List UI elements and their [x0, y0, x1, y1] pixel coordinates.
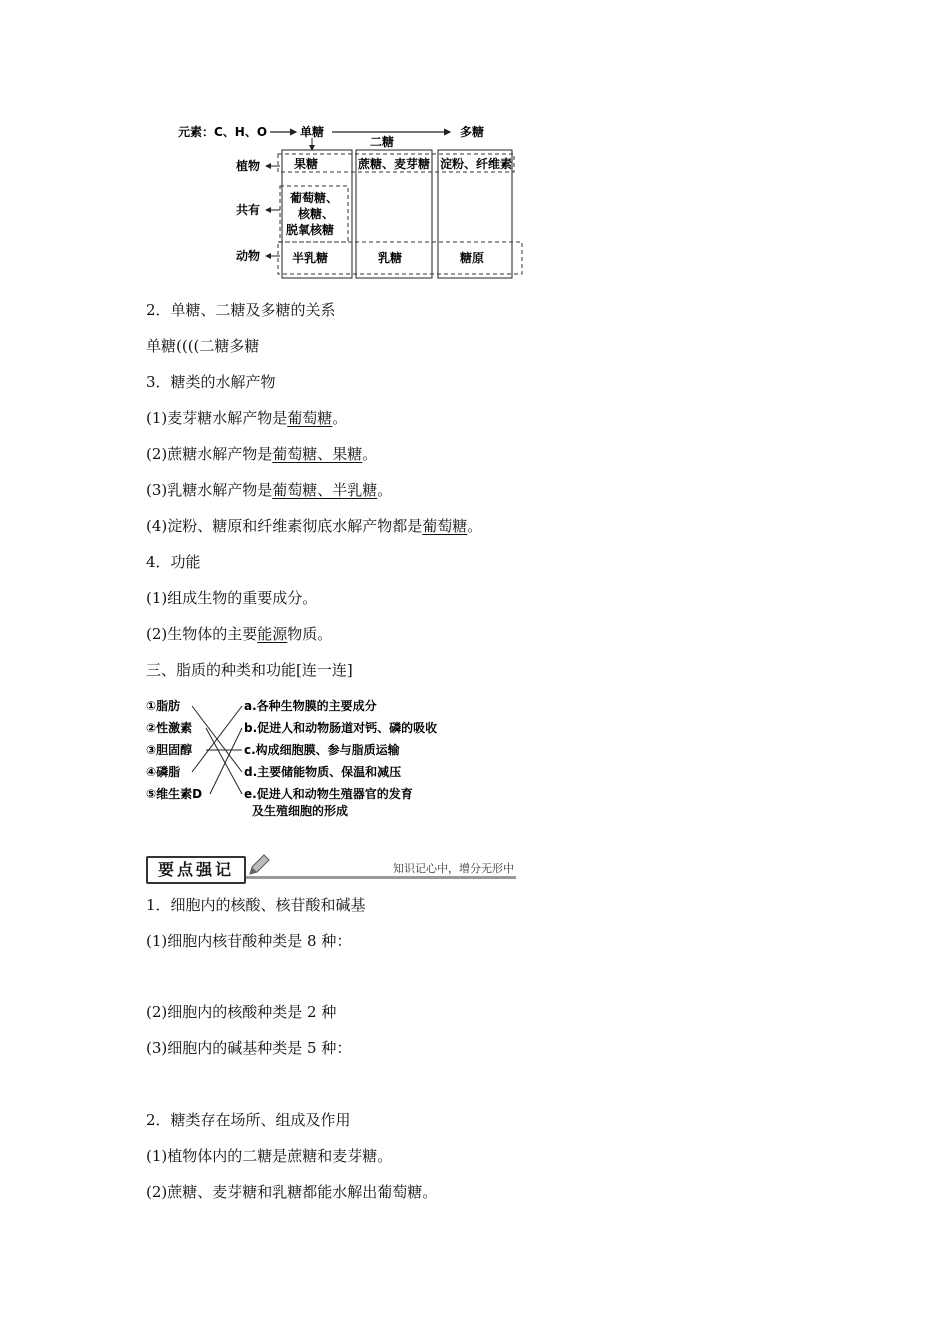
- hydrolysis-sucrose-answer: 葡萄糖、果糖: [272, 445, 363, 463]
- function-1: (1)组成生物的重要成分。: [146, 589, 318, 607]
- hydrolysis-poly-text: (4)淀粉、糖原和纤维素彻底水解产物都是: [146, 517, 423, 535]
- row-common-label: 共有: [236, 203, 261, 217]
- cell-starch-cellulose: 淀粉、纤维素: [440, 157, 513, 171]
- lipid-matching-diagram: [144, 694, 464, 822]
- pencil-icon: [246, 852, 272, 878]
- key-points-title: 要点强记: [146, 856, 246, 884]
- function-2: [146, 624, 332, 644]
- hydrolysis-sucrose-text: (2)蔗糖水解产物是: [146, 445, 273, 463]
- hydrolysis-sucrose: [146, 444, 377, 464]
- lipid-function-d: d.主要储能物质、保温和减压: [244, 765, 402, 779]
- cell-glycogen: 糖原: [460, 251, 485, 265]
- lipid-section-heading: 三、脂质的种类和功能[连一连]: [146, 661, 353, 679]
- end-mark: 。: [467, 517, 483, 535]
- key-1-nucleic-acids: (2)细胞内的核酸种类是 2 种: [146, 1003, 337, 1021]
- sugar-classification-diagram: [170, 118, 530, 286]
- key-2-heading: 2．糖类存在场所、组成及作用: [146, 1111, 351, 1129]
- lipid-function-b: b.促进人和动物肠道对钙、磷的吸收: [244, 721, 438, 735]
- function-2-answer: 能源: [257, 625, 288, 643]
- cell-ribose: 核糖、: [298, 207, 335, 221]
- end-mark: 。: [332, 409, 348, 427]
- hydrolysis-lactose-answer: 葡萄糖、半乳糖: [272, 481, 378, 499]
- section-3-heading: 3．糖类的水解产物: [146, 373, 276, 391]
- hydrolysis-maltose-text: (1)麦芽糖水解产物是: [146, 409, 288, 427]
- hydrolysis-poly-answer: 葡萄糖: [422, 517, 468, 535]
- hydrolysis-lactose-text: (3)乳糖水解产物是: [146, 481, 273, 499]
- key-points-banner: [146, 852, 516, 884]
- lipid-fat: ①脂肪: [146, 699, 181, 713]
- key-1-bases: (3)细胞内的碱基种类是 5 种：: [146, 1039, 352, 1057]
- lipid-function-e: e.促进人和动物生殖器官的发育: [244, 787, 413, 801]
- section-2-relation: 单糖((((二糖多糖: [146, 337, 260, 355]
- lipid-function-c: c.构成细胞膜、参与脂质运输: [244, 743, 400, 757]
- section-4-heading: 4．功能: [146, 553, 201, 571]
- key-1-heading: 1．细胞内的核酸、核苷酸和碱基: [146, 896, 366, 914]
- lipid-function-a: a.各种生物膜的主要成分: [244, 699, 377, 713]
- monosaccharide-label: 单糖: [300, 125, 325, 139]
- end-mark: 。: [362, 445, 378, 463]
- hydrolysis-maltose: [146, 408, 347, 428]
- function-2-tail: 物质。: [287, 625, 333, 643]
- row-plant-label: 植物: [236, 159, 261, 173]
- elements-label: 元素：C、H、O: [178, 125, 268, 139]
- lipid-function-e-cont: 及生殖细胞的形成: [252, 804, 349, 818]
- end-mark: 。: [377, 481, 393, 499]
- disaccharide-label: 二糖: [370, 135, 395, 149]
- hydrolysis-lactose: [146, 480, 392, 500]
- lipid-cholesterol: ③胆固醇: [146, 743, 193, 757]
- section-2-heading: 2．单糖、二糖及多糖的关系: [146, 301, 336, 319]
- cell-glucose: 葡萄糖、: [290, 191, 339, 205]
- lipid-phospholipid: ④磷脂: [146, 765, 181, 779]
- key-1-nucleotides: (1)细胞内核苷酸种类是 8 种：: [146, 932, 352, 950]
- row-animal-label: 动物: [236, 249, 261, 263]
- hydrolysis-maltose-answer: 葡萄糖: [287, 409, 333, 427]
- cell-galactose: 半乳糖: [292, 251, 329, 265]
- banner-bar: [246, 876, 516, 879]
- hydrolysis-polysaccharides: [146, 516, 482, 536]
- cell-sucrose-maltose: 蔗糖、麦芽糖: [358, 157, 431, 171]
- lipid-vitamin-d: ⑤维生素D: [146, 787, 203, 801]
- cell-lactose: 乳糖: [378, 251, 403, 265]
- key-2-hydrolysis: (2)蔗糖、麦芽糖和乳糖都能水解出葡萄糖。: [146, 1183, 438, 1201]
- cell-deoxyribose: 脱氧核糖: [286, 223, 335, 237]
- lipid-sex-hormone: ②性激素: [146, 721, 193, 735]
- key-2-disaccharides: (1)植物体内的二糖是蔗糖和麦芽糖。: [146, 1147, 393, 1165]
- polysaccharide-label: 多糖: [460, 125, 485, 139]
- key-points-subtitle: 知识记心中，增分无形中: [393, 862, 514, 875]
- cell-fructose: 果糖: [294, 157, 319, 171]
- function-2-text: (2)生物体的主要: [146, 625, 258, 643]
